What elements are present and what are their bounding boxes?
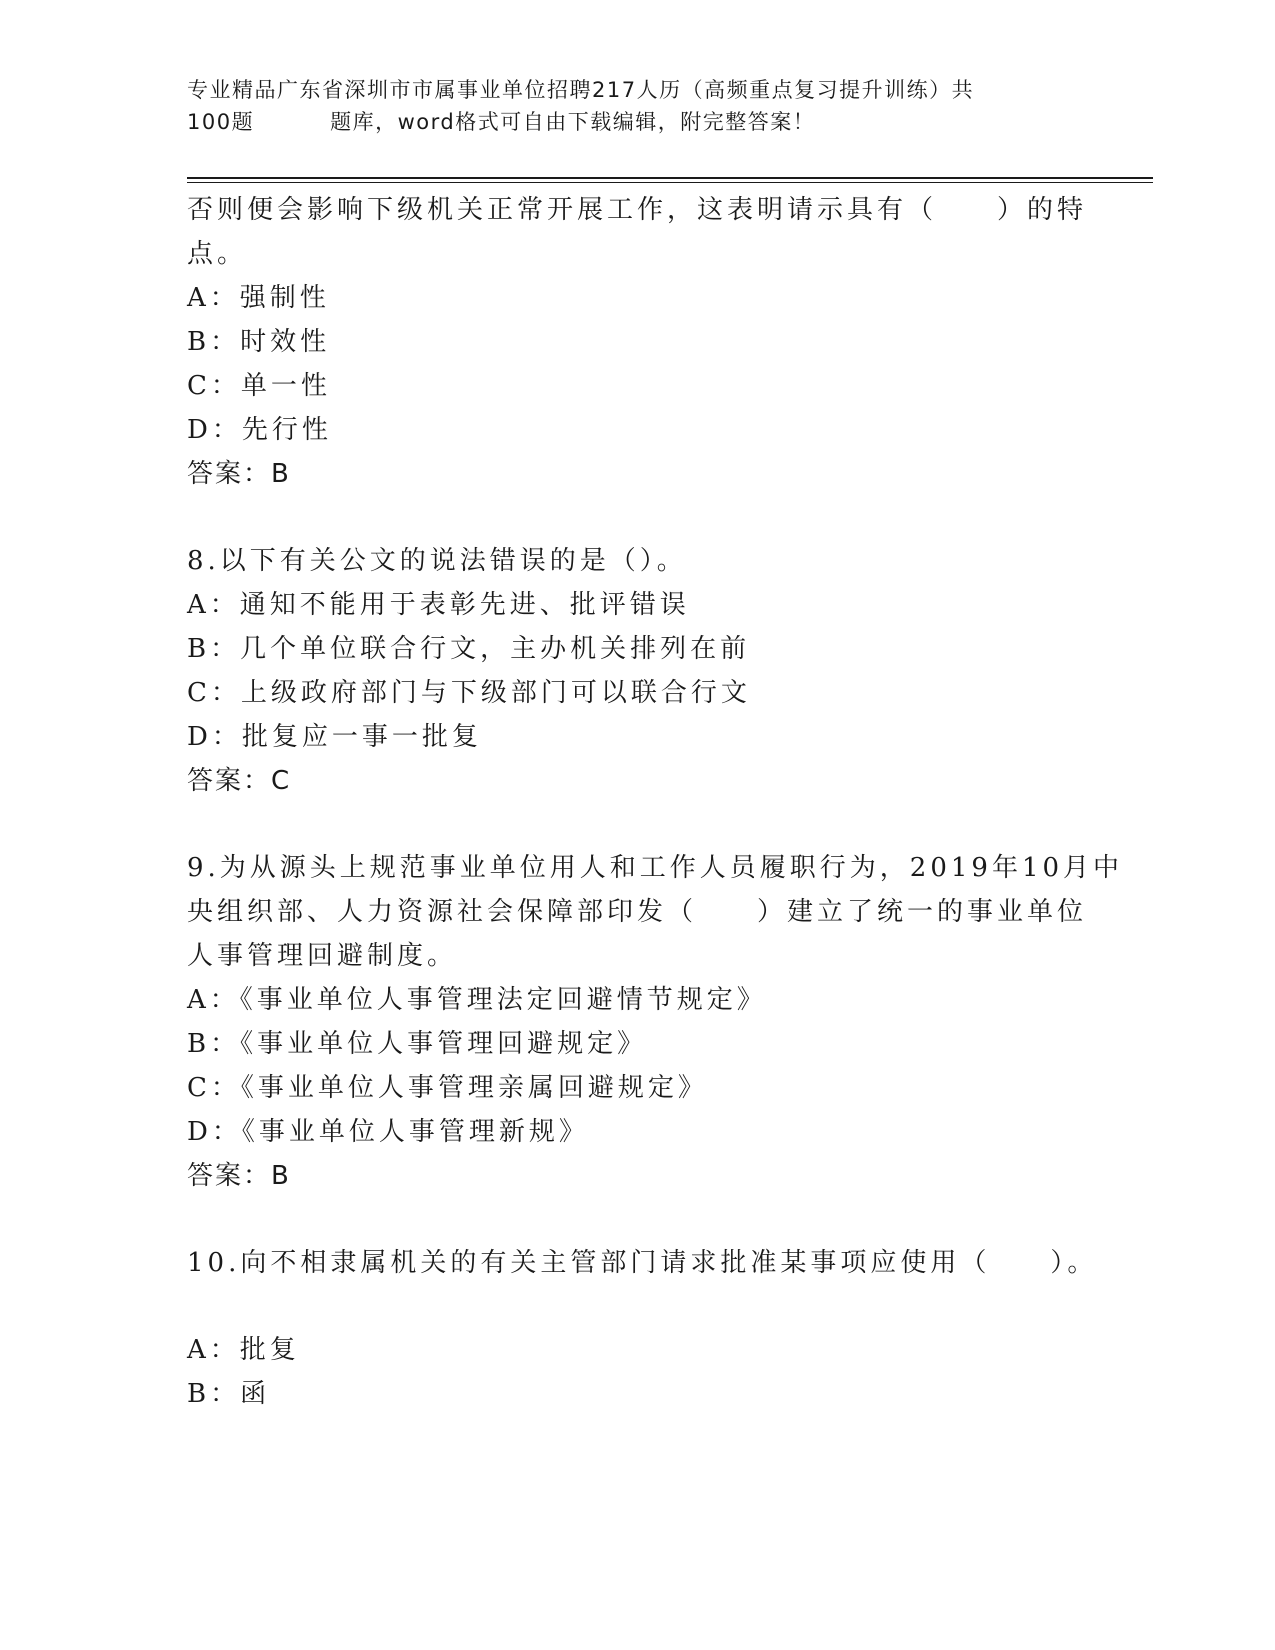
q7-option-c: C：单一性 bbox=[187, 371, 331, 401]
q10-option-b: B：函 bbox=[187, 1379, 271, 1409]
q7-answer: 答案：B bbox=[187, 459, 291, 489]
q8-option-d: D：批复应一事一批复 bbox=[187, 722, 482, 752]
q9-option-b: B：《事业单位人事管理回避规定》 bbox=[187, 1029, 648, 1059]
q7-stem-line2: 点。 bbox=[187, 239, 248, 269]
q7-option-b: B：时效性 bbox=[187, 327, 331, 357]
header-title-line2 bbox=[187, 106, 1087, 138]
q9-option-c: C：《事业单位人事管理亲属回避规定》 bbox=[187, 1073, 708, 1103]
q8-option-c: C：上级政府部门与下级部门可以联合行文 bbox=[187, 678, 751, 708]
q10-option-a: A：批复 bbox=[187, 1335, 300, 1365]
header-subtitle: 题库，word格式可自由下载编辑，附完整答案！ bbox=[330, 110, 816, 134]
q8-option-b: B：几个单位联合行文，主办机关排列在前 bbox=[187, 634, 751, 664]
q9-stem-line2: 央组织部、人力资源社会保障部印发（ ）建立了统一的事业单位 bbox=[187, 897, 1088, 927]
q8-option-a: A：通知不能用于表彰先进、批评错误 bbox=[187, 590, 690, 620]
q7-option-a: A：强制性 bbox=[187, 283, 330, 313]
q10-stem-line1: 10.向不相隶属机关的有关主管部门请求批准某事项应使用（ ）。 bbox=[187, 1248, 1098, 1278]
header-divider-thin bbox=[187, 182, 1153, 183]
page-header bbox=[187, 74, 1087, 138]
header-count: 100题 bbox=[187, 110, 255, 134]
q8-stem-line1: 8.以下有关公文的说法错误的是（）。 bbox=[187, 546, 687, 576]
q9-option-a: A：《事业单位人事管理法定回避情节规定》 bbox=[187, 985, 767, 1015]
q9-stem-line1: 9.为从源头上规范事业单位用人和工作人员履职行为，2019年10月中 bbox=[187, 853, 1124, 883]
header-divider-thick bbox=[187, 177, 1153, 179]
q9-option-d: D：《事业单位人事管理新规》 bbox=[187, 1117, 589, 1147]
q7-stem-line1: 否则便会影响下级机关正常开展工作，这表明请示具有（ ）的特 bbox=[187, 195, 1088, 225]
q9-stem-line3: 人事管理回避制度。 bbox=[187, 941, 458, 971]
header-title-line1: 专业精品广东省深圳市市属事业单位招聘217人历（高频重点复习提升训练）共 bbox=[187, 78, 975, 102]
q8-answer: 答案：C bbox=[187, 766, 292, 796]
q7-option-d: D：先行性 bbox=[187, 415, 332, 445]
q9-answer: 答案：B bbox=[187, 1161, 291, 1191]
